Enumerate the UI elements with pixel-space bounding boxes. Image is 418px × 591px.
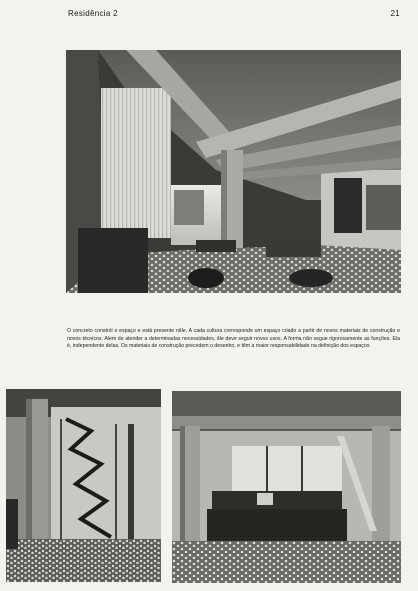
main-interior-photo xyxy=(66,50,401,293)
page-header xyxy=(68,9,400,23)
sitting-area-photo xyxy=(172,391,401,583)
section-title: Residência 2 xyxy=(68,9,118,18)
staircase-photo xyxy=(6,389,161,582)
page-number: 21 xyxy=(390,9,400,18)
photo-caption: O concreto constrói o espaço e está presente nêle. A cada cultura corresponde um espaço criado a partir de novos materiais de construção e novos técnicos. Alem de atender a determinadas necessidades, êle deve seguir novos usos. A forma não segue rigorosamente as funções. Ela é, independente delas. Os materiais de construção precedem o desenho, e têm a maior responsabilidade na definição dos espaços xyxy=(67,328,400,349)
